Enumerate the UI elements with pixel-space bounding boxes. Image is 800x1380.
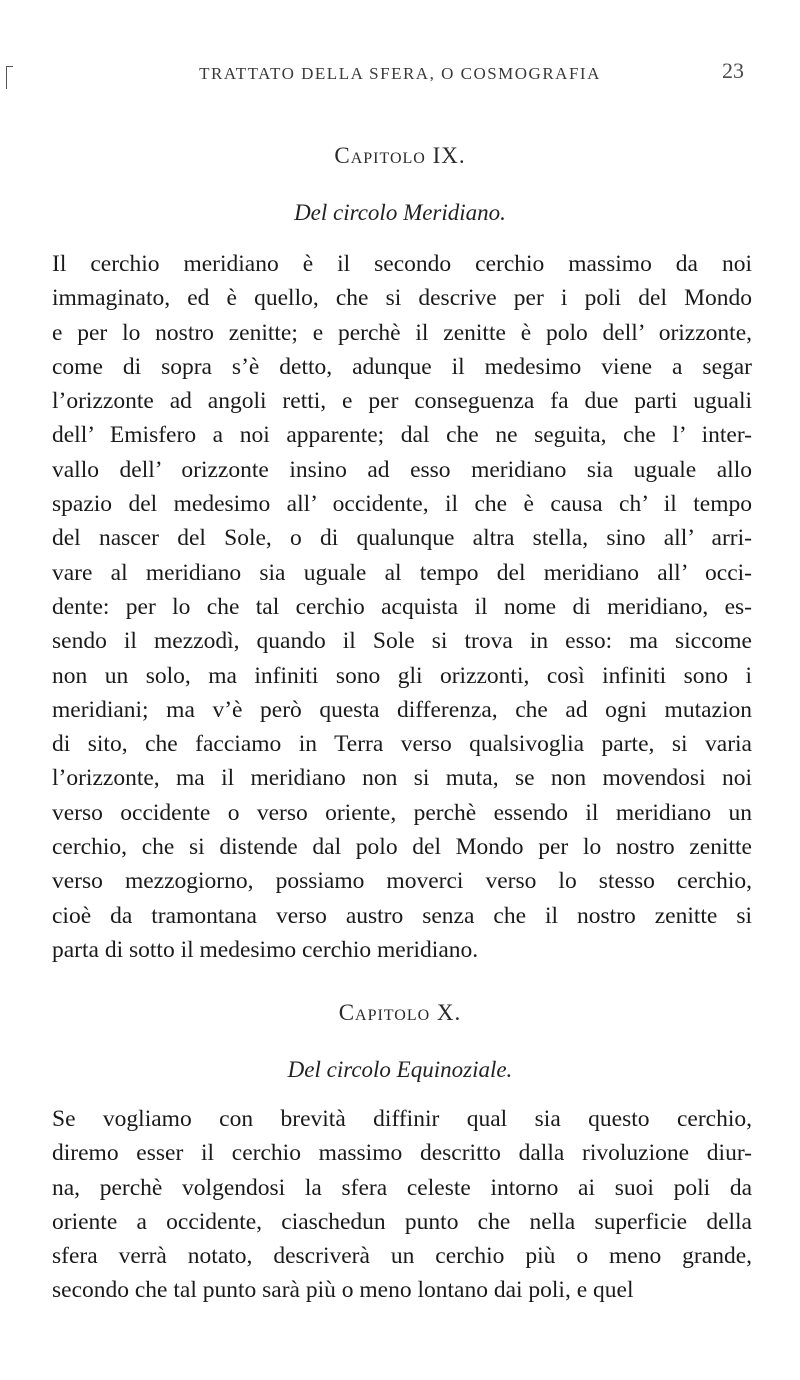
text-line: Se vogliamo con brevità diffinir qual sia questo cerchio, [52,1106,752,1132]
chapter-9-heading: Capitolo IX. [334,143,466,168]
text-line: Il cerchio meridiano è il secondo cerchio massimo da noi [52,251,752,277]
chapter-10-title: Del circolo Equinoziale. [287,1057,513,1082]
text-line: dente: per lo che tal cerchio acquista il nome di meridiano, es- [52,593,752,620]
text-line: verso occidente o verso oriente, perchè essendo il meridiano un [52,799,752,826]
text-line: immaginato, ed è quello, che si descrive per i poli del Mondo [52,285,752,312]
text-line: na, perchè volgendosi la sfera celeste intorno ai suoi poli da [52,1174,752,1201]
text-line: spazio del medesimo all’ occidente, il che è causa ch’ il tempo [52,491,752,518]
text-line: e per lo nostro zenitte; e perchè il zenitte è polo dell’ orizzonte, [52,319,752,346]
chapter-10-heading: Capitolo X. [338,1000,462,1025]
chapter-10-paragraph [52,1102,752,1308]
chapter-9-title: Del circolo Meridiano. [294,200,506,225]
text-line: cioè da tramontana verso austro senza che il nostro zenitte si [52,902,752,929]
text-line: non un solo, ma infiniti sono gli orizzonti, così infiniti sono i [52,662,752,689]
text-line: l’orizzonte, ma il meridiano non si muta, se non movendosi noi [52,765,752,792]
text-line: diremo esser il cerchio massimo descritto dalla rivoluzione diur- [52,1140,752,1167]
running-head: TRATTATO DELLA SFERA, O COSMOGRAFIA [199,64,601,83]
text-line: oriente a occidente, ciaschedun punto che nella superficie della [52,1208,752,1235]
text-line: parta di sotto il medesimo cerchio meridiano. [52,936,479,963]
text-line: cerchio, che si distende dal polo del Mondo per lo nostro zenitte [52,834,752,861]
text-line: secondo che tal punto sarà più o meno lontano dai poli, e quel [52,1277,634,1304]
text-line: dell’ Emisfero a noi apparente; dal che ne seguita, che l’ inter- [52,422,752,449]
text-line: vare al meridiano sia uguale al tempo del meridiano all’ occi- [52,559,752,586]
text-line: di sito, che facciamo in Terra verso qualsivoglia parte, si varia [52,731,752,758]
text-line: vallo dell’ orizzonte insino ad esso meridiano sia uguale allo [52,456,752,483]
text-line: meridiani; ma v’è però questa differenza, che ad ogni mutazion [52,696,752,723]
page-number: 23 [722,58,744,83]
text-line: verso mezzogiorno, possiamo moverci verso lo stesso cerchio, [52,868,752,895]
text-line: sendo il mezzodì, quando il Sole si trova in esso: ma siccome [52,628,752,655]
text-line: del nascer del Sole, o di qualunque altra stella, sino all’ arri- [52,525,752,552]
chapter-9-paragraph [52,247,752,967]
text-line: l’orizzonte ad angoli retti, e per conseguenza fa due parti uguali [52,388,752,415]
text-line: come di sopra s’è detto, adunque il medesimo viene a segar [52,353,752,380]
text-line: sfera verrà notato, descriverà un cerchio più o meno grande, [52,1243,752,1270]
